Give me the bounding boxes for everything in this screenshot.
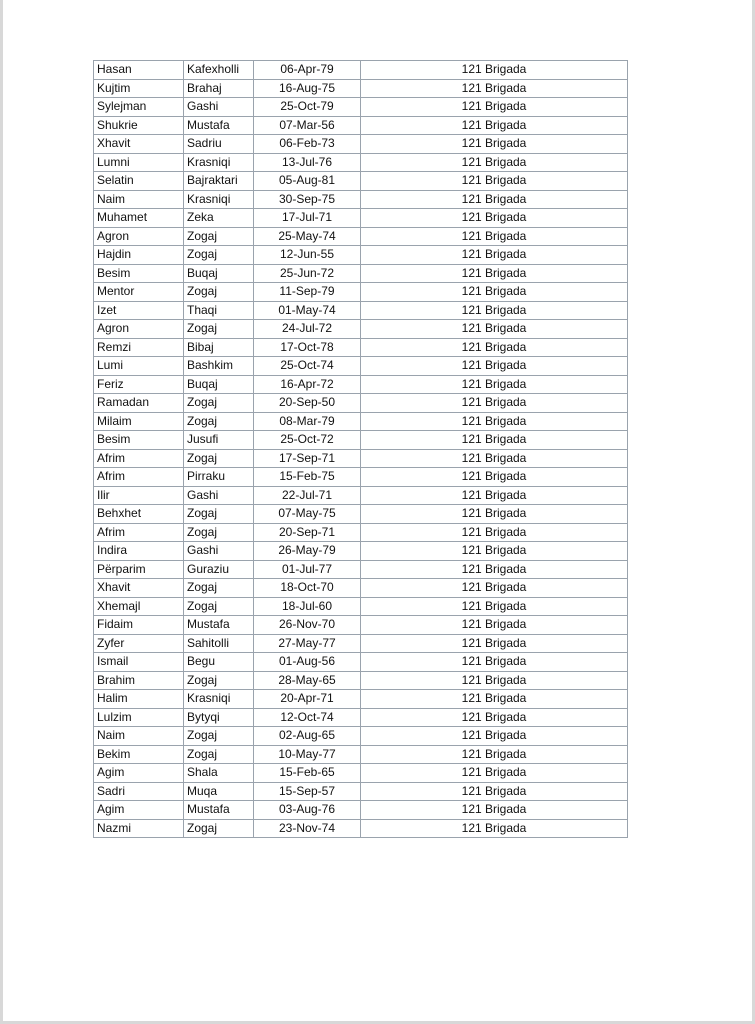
first-name-cell: Sadri bbox=[94, 782, 184, 801]
first-name-cell: Nazmi bbox=[94, 819, 184, 838]
first-name-cell: Besim bbox=[94, 431, 184, 450]
unit-cell: 121 Brigada bbox=[361, 338, 628, 357]
last-name-cell: Zogaj bbox=[184, 449, 254, 468]
unit-cell: 121 Brigada bbox=[361, 227, 628, 246]
last-name-cell: Muqa bbox=[184, 782, 254, 801]
birth-date-cell: 17-Oct-78 bbox=[254, 338, 361, 357]
first-name-cell: Afrim bbox=[94, 523, 184, 542]
unit-cell: 121 Brigada bbox=[361, 431, 628, 450]
first-name-cell: Hasan bbox=[94, 61, 184, 80]
unit-cell: 121 Brigada bbox=[361, 486, 628, 505]
birth-date-cell: 06-Apr-79 bbox=[254, 61, 361, 80]
first-name-cell: Halim bbox=[94, 690, 184, 709]
birth-date-cell: 13-Jul-76 bbox=[254, 153, 361, 172]
last-name-cell: Pirraku bbox=[184, 468, 254, 487]
first-name-cell: Naim bbox=[94, 190, 184, 209]
unit-cell: 121 Brigada bbox=[361, 542, 628, 561]
birth-date-cell: 15-Feb-75 bbox=[254, 468, 361, 487]
table-row bbox=[94, 523, 628, 542]
first-name-cell: Izet bbox=[94, 301, 184, 320]
table-row bbox=[94, 449, 628, 468]
unit-cell: 121 Brigada bbox=[361, 801, 628, 820]
table-row bbox=[94, 283, 628, 302]
records-table-body bbox=[94, 61, 628, 838]
first-name-cell: Lumni bbox=[94, 153, 184, 172]
table-row bbox=[94, 579, 628, 598]
first-name-cell: Ramadan bbox=[94, 394, 184, 413]
unit-cell: 121 Brigada bbox=[361, 523, 628, 542]
first-name-cell: Lulzim bbox=[94, 708, 184, 727]
first-name-cell: Agim bbox=[94, 764, 184, 783]
table-row bbox=[94, 431, 628, 450]
birth-date-cell: 25-Oct-72 bbox=[254, 431, 361, 450]
first-name-cell: Xhavit bbox=[94, 579, 184, 598]
unit-cell: 121 Brigada bbox=[361, 357, 628, 376]
first-name-cell: Përparim bbox=[94, 560, 184, 579]
table-row bbox=[94, 819, 628, 838]
table-row bbox=[94, 782, 628, 801]
birth-date-cell: 07-Mar-56 bbox=[254, 116, 361, 135]
birth-date-cell: 07-May-75 bbox=[254, 505, 361, 524]
table-row bbox=[94, 153, 628, 172]
unit-cell: 121 Brigada bbox=[361, 819, 628, 838]
last-name-cell: Mustafa bbox=[184, 616, 254, 635]
first-name-cell: Besim bbox=[94, 264, 184, 283]
last-name-cell: Bajraktari bbox=[184, 172, 254, 191]
unit-cell: 121 Brigada bbox=[361, 634, 628, 653]
table-row bbox=[94, 560, 628, 579]
table-row bbox=[94, 98, 628, 117]
last-name-cell: Jusufi bbox=[184, 431, 254, 450]
unit-cell: 121 Brigada bbox=[361, 153, 628, 172]
birth-date-cell: 02-Aug-65 bbox=[254, 727, 361, 746]
birth-date-cell: 12-Oct-74 bbox=[254, 708, 361, 727]
last-name-cell: Krasniqi bbox=[184, 153, 254, 172]
table-row bbox=[94, 727, 628, 746]
first-name-cell: Xhemajl bbox=[94, 597, 184, 616]
table-row bbox=[94, 616, 628, 635]
table-row bbox=[94, 542, 628, 561]
birth-date-cell: 28-May-65 bbox=[254, 671, 361, 690]
table-row bbox=[94, 597, 628, 616]
last-name-cell: Zogaj bbox=[184, 283, 254, 302]
last-name-cell: Sadriu bbox=[184, 135, 254, 154]
table-row bbox=[94, 671, 628, 690]
table-row bbox=[94, 745, 628, 764]
first-name-cell: Milaim bbox=[94, 412, 184, 431]
table-row bbox=[94, 264, 628, 283]
birth-date-cell: 25-May-74 bbox=[254, 227, 361, 246]
last-name-cell: Shala bbox=[184, 764, 254, 783]
birth-date-cell: 16-Apr-72 bbox=[254, 375, 361, 394]
last-name-cell: Krasniqi bbox=[184, 690, 254, 709]
birth-date-cell: 06-Feb-73 bbox=[254, 135, 361, 154]
first-name-cell: Xhavit bbox=[94, 135, 184, 154]
last-name-cell: Zogaj bbox=[184, 394, 254, 413]
unit-cell: 121 Brigada bbox=[361, 449, 628, 468]
unit-cell: 121 Brigada bbox=[361, 727, 628, 746]
birth-date-cell: 18-Oct-70 bbox=[254, 579, 361, 598]
last-name-cell: Zogaj bbox=[184, 246, 254, 265]
table-row bbox=[94, 634, 628, 653]
birth-date-cell: 10-May-77 bbox=[254, 745, 361, 764]
birth-date-cell: 16-Aug-75 bbox=[254, 79, 361, 98]
table-row bbox=[94, 708, 628, 727]
unit-cell: 121 Brigada bbox=[361, 375, 628, 394]
birth-date-cell: 01-Jul-77 bbox=[254, 560, 361, 579]
unit-cell: 121 Brigada bbox=[361, 264, 628, 283]
unit-cell: 121 Brigada bbox=[361, 412, 628, 431]
last-name-cell: Thaqi bbox=[184, 301, 254, 320]
birth-date-cell: 20-Apr-71 bbox=[254, 690, 361, 709]
unit-cell: 121 Brigada bbox=[361, 190, 628, 209]
table-row bbox=[94, 135, 628, 154]
birth-date-cell: 11-Sep-79 bbox=[254, 283, 361, 302]
unit-cell: 121 Brigada bbox=[361, 653, 628, 672]
birth-date-cell: 26-May-79 bbox=[254, 542, 361, 561]
last-name-cell: Zogaj bbox=[184, 727, 254, 746]
unit-cell: 121 Brigada bbox=[361, 505, 628, 524]
unit-cell: 121 Brigada bbox=[361, 301, 628, 320]
unit-cell: 121 Brigada bbox=[361, 764, 628, 783]
last-name-cell: Zogaj bbox=[184, 320, 254, 339]
last-name-cell: Guraziu bbox=[184, 560, 254, 579]
table-row bbox=[94, 486, 628, 505]
first-name-cell: Ilir bbox=[94, 486, 184, 505]
first-name-cell: Hajdin bbox=[94, 246, 184, 265]
unit-cell: 121 Brigada bbox=[361, 135, 628, 154]
table-row bbox=[94, 801, 628, 820]
first-name-cell: Agron bbox=[94, 320, 184, 339]
birth-date-cell: 01-May-74 bbox=[254, 301, 361, 320]
birth-date-cell: 22-Jul-71 bbox=[254, 486, 361, 505]
table-row bbox=[94, 79, 628, 98]
birth-date-cell: 05-Aug-81 bbox=[254, 172, 361, 191]
last-name-cell: Buqaj bbox=[184, 375, 254, 394]
last-name-cell: Zogaj bbox=[184, 597, 254, 616]
unit-cell: 121 Brigada bbox=[361, 597, 628, 616]
first-name-cell: Agim bbox=[94, 801, 184, 820]
birth-date-cell: 25-Jun-72 bbox=[254, 264, 361, 283]
unit-cell: 121 Brigada bbox=[361, 79, 628, 98]
first-name-cell: Selatin bbox=[94, 172, 184, 191]
first-name-cell: Shukrie bbox=[94, 116, 184, 135]
last-name-cell: Krasniqi bbox=[184, 190, 254, 209]
last-name-cell: Zogaj bbox=[184, 819, 254, 838]
unit-cell: 121 Brigada bbox=[361, 616, 628, 635]
last-name-cell: Gashi bbox=[184, 542, 254, 561]
first-name-cell: Naim bbox=[94, 727, 184, 746]
unit-cell: 121 Brigada bbox=[361, 209, 628, 228]
table-row bbox=[94, 227, 628, 246]
unit-cell: 121 Brigada bbox=[361, 98, 628, 117]
unit-cell: 121 Brigada bbox=[361, 320, 628, 339]
last-name-cell: Bashkim bbox=[184, 357, 254, 376]
unit-cell: 121 Brigada bbox=[361, 246, 628, 265]
unit-cell: 121 Brigada bbox=[361, 283, 628, 302]
last-name-cell: Begu bbox=[184, 653, 254, 672]
first-name-cell: Muhamet bbox=[94, 209, 184, 228]
last-name-cell: Zogaj bbox=[184, 745, 254, 764]
last-name-cell: Mustafa bbox=[184, 116, 254, 135]
first-name-cell: Indira bbox=[94, 542, 184, 561]
records-table bbox=[93, 60, 628, 838]
last-name-cell: Zogaj bbox=[184, 671, 254, 690]
table-row bbox=[94, 338, 628, 357]
birth-date-cell: 15-Sep-57 bbox=[254, 782, 361, 801]
table-row bbox=[94, 505, 628, 524]
table-row bbox=[94, 61, 628, 80]
unit-cell: 121 Brigada bbox=[361, 172, 628, 191]
last-name-cell: Bibaj bbox=[184, 338, 254, 357]
first-name-cell: Agron bbox=[94, 227, 184, 246]
first-name-cell: Behxhet bbox=[94, 505, 184, 524]
last-name-cell: Zeka bbox=[184, 209, 254, 228]
first-name-cell: Mentor bbox=[94, 283, 184, 302]
birth-date-cell: 08-Mar-79 bbox=[254, 412, 361, 431]
birth-date-cell: 25-Oct-79 bbox=[254, 98, 361, 117]
last-name-cell: Zogaj bbox=[184, 227, 254, 246]
last-name-cell: Mustafa bbox=[184, 801, 254, 820]
birth-date-cell: 27-May-77 bbox=[254, 634, 361, 653]
birth-date-cell: 25-Oct-74 bbox=[254, 357, 361, 376]
birth-date-cell: 18-Jul-60 bbox=[254, 597, 361, 616]
table-row bbox=[94, 468, 628, 487]
birth-date-cell: 26-Nov-70 bbox=[254, 616, 361, 635]
birth-date-cell: 30-Sep-75 bbox=[254, 190, 361, 209]
birth-date-cell: 24-Jul-72 bbox=[254, 320, 361, 339]
last-name-cell: Zogaj bbox=[184, 505, 254, 524]
table-row bbox=[94, 246, 628, 265]
unit-cell: 121 Brigada bbox=[361, 671, 628, 690]
last-name-cell: Brahaj bbox=[184, 79, 254, 98]
birth-date-cell: 03-Aug-76 bbox=[254, 801, 361, 820]
table-row bbox=[94, 320, 628, 339]
first-name-cell: Zyfer bbox=[94, 634, 184, 653]
table-row bbox=[94, 209, 628, 228]
birth-date-cell: 17-Sep-71 bbox=[254, 449, 361, 468]
first-name-cell: Ismail bbox=[94, 653, 184, 672]
last-name-cell: Kafexholli bbox=[184, 61, 254, 80]
table-row bbox=[94, 690, 628, 709]
table-row bbox=[94, 190, 628, 209]
first-name-cell: Afrim bbox=[94, 449, 184, 468]
table-row bbox=[94, 301, 628, 320]
first-name-cell: Kujtim bbox=[94, 79, 184, 98]
table-row bbox=[94, 172, 628, 191]
last-name-cell: Zogaj bbox=[184, 579, 254, 598]
birth-date-cell: 20-Sep-71 bbox=[254, 523, 361, 542]
birth-date-cell: 12-Jun-55 bbox=[254, 246, 361, 265]
unit-cell: 121 Brigada bbox=[361, 690, 628, 709]
birth-date-cell: 17-Jul-71 bbox=[254, 209, 361, 228]
last-name-cell: Zogaj bbox=[184, 523, 254, 542]
unit-cell: 121 Brigada bbox=[361, 708, 628, 727]
last-name-cell: Buqaj bbox=[184, 264, 254, 283]
unit-cell: 121 Brigada bbox=[361, 116, 628, 135]
first-name-cell: Fidaim bbox=[94, 616, 184, 635]
unit-cell: 121 Brigada bbox=[361, 394, 628, 413]
last-name-cell: Sahitolli bbox=[184, 634, 254, 653]
unit-cell: 121 Brigada bbox=[361, 745, 628, 764]
unit-cell: 121 Brigada bbox=[361, 468, 628, 487]
birth-date-cell: 20-Sep-50 bbox=[254, 394, 361, 413]
first-name-cell: Lumi bbox=[94, 357, 184, 376]
first-name-cell: Sylejman bbox=[94, 98, 184, 117]
last-name-cell: Zogaj bbox=[184, 412, 254, 431]
table-row bbox=[94, 375, 628, 394]
first-name-cell: Afrim bbox=[94, 468, 184, 487]
unit-cell: 121 Brigada bbox=[361, 61, 628, 80]
first-name-cell: Bekim bbox=[94, 745, 184, 764]
last-name-cell: Gashi bbox=[184, 98, 254, 117]
unit-cell: 121 Brigada bbox=[361, 579, 628, 598]
unit-cell: 121 Brigada bbox=[361, 782, 628, 801]
table-row bbox=[94, 653, 628, 672]
table-row bbox=[94, 764, 628, 783]
last-name-cell: Bytyqi bbox=[184, 708, 254, 727]
first-name-cell: Brahim bbox=[94, 671, 184, 690]
table-row bbox=[94, 116, 628, 135]
table-row bbox=[94, 357, 628, 376]
last-name-cell: Gashi bbox=[184, 486, 254, 505]
birth-date-cell: 15-Feb-65 bbox=[254, 764, 361, 783]
first-name-cell: Remzi bbox=[94, 338, 184, 357]
birth-date-cell: 23-Nov-74 bbox=[254, 819, 361, 838]
unit-cell: 121 Brigada bbox=[361, 560, 628, 579]
table-row bbox=[94, 394, 628, 413]
birth-date-cell: 01-Aug-56 bbox=[254, 653, 361, 672]
table-row bbox=[94, 412, 628, 431]
first-name-cell: Feriz bbox=[94, 375, 184, 394]
